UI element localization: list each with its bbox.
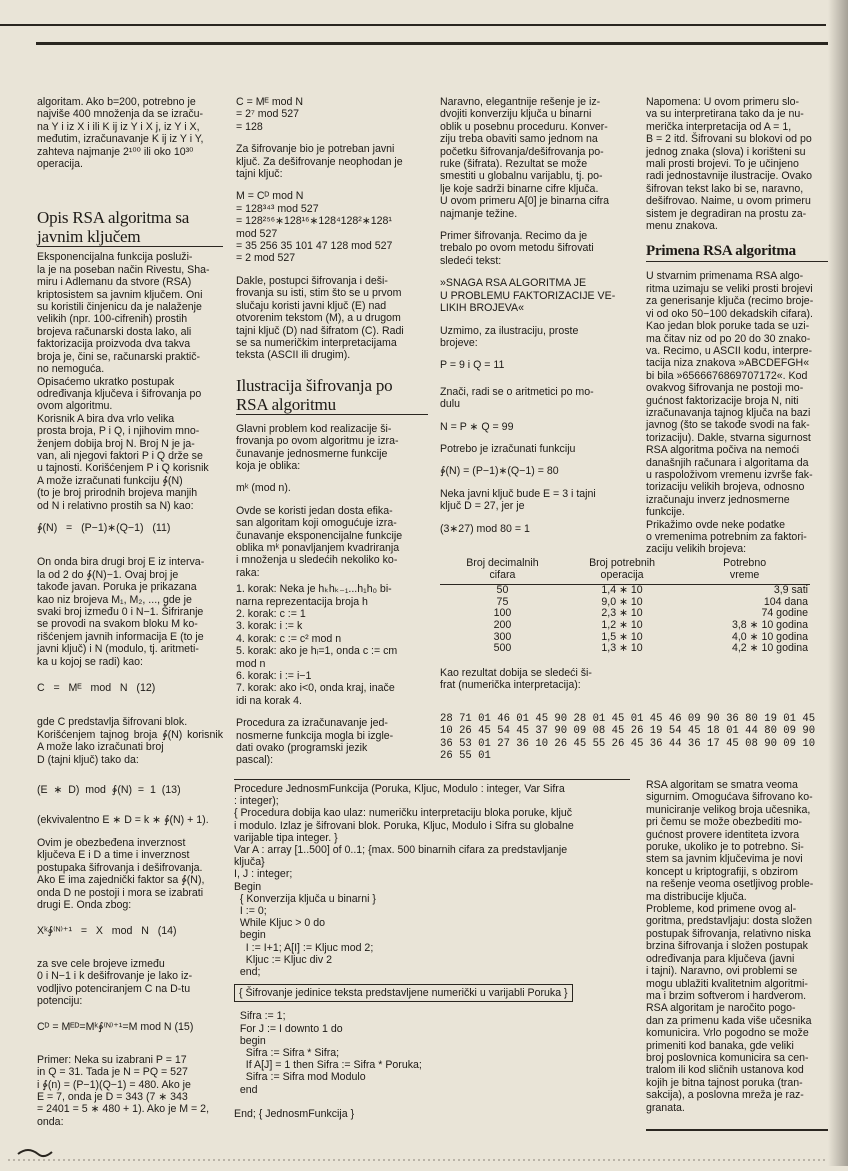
- col3-paragraph-1: Naravno, elegantnije rešenje je iz- dvojiti konverziju ključa u binarni oblik u posebnu proceduru. Konver- ziju treba obaviti samo jednom na početku šifrovanja/dešifrovanja po- ruke (šifrata). Rezultat se može smestiti u globalnu varijablu, tj. po- lje koje sadrži binarne cifre ključa. U ovom primeru A[0] je binarna cifra najmanje težine.: [440, 96, 609, 220]
- table-cell: 4,0 ∗ 10 godina: [731, 630, 808, 643]
- column-2: [236, 96, 428, 767]
- table-cell: 50: [496, 584, 509, 597]
- equation-15: Cᴰ = Mᴱᴰ=Mᵏ∲⁽ᴺ⁾⁺¹=M mod N (15): [37, 1021, 194, 1034]
- col1-paragraph-9: Primer: Neka su izabrani P = 17 in Q = 31. Tada je N = PQ = 527 i ∲(n) = (P−1)(Q−1) = 480. Ako je E = 7, onda je D = 343 (7 ∗ 343 = 2401 = 5 ∗ 480 + 1). Ako je M = 2, onda:: [37, 1053, 210, 1128]
- col1-paragraph-7: Ovim je obezbeđena inverznost ključeva E i D a time i inverznost postupaka šifrovanja i dešifrovanja. Ako E ima zajednički faktor sa ∲(N), onda D ne postoji i mora se izabrati drugi E. Onda zbog:: [37, 836, 205, 911]
- section-heading-primena: Primena RSA algoritma: [646, 243, 796, 260]
- col2-paragraph-5: Procedura za izračunavanje jed- nosmerne funkcija mogla bi izgle- dati ovako (programski jezik pascal):: [236, 717, 394, 767]
- heading-underline: [236, 414, 428, 415]
- table-cell: 4,2 ∗ 10 godina: [731, 642, 808, 655]
- footer-strip: [8, 1140, 828, 1166]
- col2-paragraph-4: Ovde se koristi jedan dosta efika- san algoritam koji omogućuje izra- čunavanje eksponencijalne funkcije oblika mᵏ ponavljanjem kvadriranja i množenja u sledećih nekoliko ko- raka:: [236, 504, 403, 579]
- code-comment: { Šifrovanje jedinice teksta predstavljene numerički u varijabli Poruka }: [239, 987, 568, 1000]
- col3-paragraph-6: Neka javni ključ bude E = 3 i tajni ključ D = 27, jer je: [440, 487, 596, 513]
- code-header: Procedure JednosmFunkcija (Poruka, Kljuc, Modulo : integer, Var Sifra : integer); { Procedura dobija kao ulaz: numeričku interpretaciju bloka poruke, ključ i modulo. Izlaz je šifrovani blok. Poruka, Kljuc, Modulo i Sifra su globalne varijable tipa integer. } Var A : array [1..500] of 0..1; {max. 500 binarnih cifara za predstavljanje ključa} I, J : integer; Begin { Konverzija ključa u binarni } I := 0; While Kljuc > 0 do begin I := I+1; A[I] := Kljuc mod 2; Kljuc := Kljuc div 2 end;: [234, 783, 574, 979]
- table-row: [440, 585, 810, 597]
- table-row: [440, 643, 810, 655]
- col1-intro: algoritam. Ako b=200, potrebno je najviše 400 množenja da se izraču- na Y i iz X i ili K ij iz Y i X j, iz Y i X, međutim, izračunavanje K ij iz Y i Y, zahteva najmanje 2¹⁰⁰ ili oko 10³⁰ operacija.: [37, 96, 204, 171]
- column-3: [440, 96, 630, 535]
- col4-paragraph-5: Probleme, kod primene ovog al- goritma, predstavljaju: dosta složen postupak šifrovanja, relativno niska brzina šifrovanja i složen postupak određivanja para ključeva (javni i tajni). Naravno, ovi problemi se mogu ublažiti kvalitetnim algoritmi- ma i brzim softverom i hardverom.: [646, 903, 813, 1002]
- column-1: [37, 96, 223, 1128]
- col4-paragraph-4: RSA algoritam se smatra veoma sigurnim. Omogućava šifrovano ko- municiranje velikog broja učesnika, pri čemu se može obezbediti mo- gućnost provere identiteta izvora poruke, ukoliko je to potrebno. Si- stem sa javnim ključevima je novi koncept u kriptografiji, s obzirom na rešenje veoma osetljivog proble- ma distribucije ključa.: [646, 779, 814, 903]
- table-cell: 1,2 ∗ 10: [601, 618, 643, 631]
- table-cell: 9,0 ∗ 10: [601, 595, 643, 608]
- bottom-rule: [646, 1129, 828, 1131]
- col1-paragraph-6: (ekvivalentno E ∗ D = k ∗ ∲(N) + 1).: [37, 814, 209, 827]
- numeric-ciphertext: 28 71 01 46 01 45 90 28 01 45 01 45 46 09 90 36 80 19 01 45 10 26 45 54 45 37 90 09 08 45 26 19 54 45 18 01 44 80 09 90 36 53 01 27 36 10 26 45 55 26 45 36 44 36 17 45 08 90 09 10 26 55 01: [440, 713, 816, 763]
- col2-paragraph-1: Za šifrovanje bio je potreban javni ključ. Za dešifrovanje neophodan je tajni ključ:: [236, 143, 403, 181]
- factorization-table: [440, 558, 810, 655]
- col2-calc-2: M = Cᴰ mod N = 128³⁴³ mod 527 = 128²⁵⁶∗128¹⁶∗128⁴128²∗128¹ mod 527 = 35 256 35 101 47 128 mod 527 = 2 mod 527: [236, 190, 393, 265]
- table-cell: 200: [493, 618, 512, 631]
- table-cell: 2,3 ∗ 10: [601, 607, 643, 620]
- col2-paragraph-2: Dakle, postupci šifrovanja i deši- frovanja su isti, stim što se u prvom slučaju koristi javni ključ (E) nad otvorenim tekstom (M), a u drugom tajni ključ (D) nad šifratom (C). Radi se sa numeričkim interpretacijama teksta (ASCII ili drugim).: [236, 274, 404, 362]
- col2-paragraph-3: Glavni problem kod realizacije ši- frovanja po ovom algoritmu je izra- čunavanje jednosmerne funkcije koja je oblika:: [236, 422, 399, 472]
- col4-paragraph-2: U stvarnim primenama RSA algo- ritma uzimaju se veliki prosti brojevi za generisanje ključa (recimo broje- vi od oko 50−100 dekadskih cifara). Kao jedan blok poruke tada se uzi- ma čitav niz od po 20 do 30 znako- va. Recimo, u ASCII kodu, interpre- tacija niza znakova »ABCDEFGH« bi bila »6566676869707172«. Kod ovakvog šifrovanja ne postoji mo- gućnost faktorizacije broja N, niti izračunavanja tajnog ključa na bazi javnog (što se takođe svodi na fak- torizaciju). Dakle, stvarna sigurnost RSA algoritma počiva na nemoći današnjih računara i algoritama da u raspoloživom vremenu izvrše fak- torizaciju velikih brojeva, odnosno izračunaju inverz jednosmerne funkcije.: [646, 270, 814, 519]
- table-cell: 104 dana: [763, 595, 808, 608]
- table-cell: 1,5 ∗ 10: [601, 630, 643, 643]
- section-heading-opis-rsa: Opis RSA algoritma sa javnim ključem: [37, 208, 190, 247]
- table-cell: 3,9 sati: [773, 584, 808, 597]
- col3-paragraph-3: Uzmimo, za ilustraciju, proste brojeve:: [440, 324, 579, 349]
- column-4: [646, 96, 828, 556]
- col3-quote: »SNAGA RSA ALGORITMA JE U PROBLEMU FAKTORIZACIJE VE- LIKIH BROJEVA«: [440, 277, 616, 315]
- page-edge-shadow: [828, 0, 848, 1166]
- equation-12: C = Mᴱ mod N (12): [37, 682, 156, 695]
- col4-paragraph-3: Prikažimo ovde neke podatke o vremenima potrebnim za faktori- zaciju velikih brojeva:: [646, 518, 807, 556]
- table-row: [440, 620, 810, 632]
- column-4-lower: [646, 779, 828, 1114]
- col3-npq: N = P ∗ Q = 99: [440, 420, 514, 433]
- table-header-2: Potrebno vreme: [679, 558, 810, 585]
- col1-paragraph-3: Korisnik A bira dva vrlo velika prosta broja, P i Q, i njihovim mno- ženjem dobija broj N. Broj N je ja- van, ali njegovi faktori P i Q drže se u tajnosti. Korišćenjem P i Q korisnik A može izračunati funkciju ∲(N) (to je broj prirodnih brojeva manjih od N i relativno prostih sa N) kao:: [37, 412, 209, 512]
- col4-paragraph-6: RSA algoritam je naročito pogo- dan za primenu kada više učesnika komunicira. Vrlo pogodno se može primeniti kod banaka, gde veliki broj poslovnica komunicira sa cen- tralom ili kod sličnih ustanova kod kojih je bitna tajnost poruka (tran- sakcija), a poslovna mreža je raz- granata.: [646, 1002, 812, 1114]
- table-header-0: Broj decimalnih cifara: [440, 558, 565, 585]
- factorization-table-wrap: [440, 558, 810, 692]
- code-comment-box: [234, 984, 573, 1002]
- col1-paragraph-5: gde C predstavlja šifrovani blok. Korišćenjem tajnog broja ∲(N) korisnik A može lako izračunati broj D (tajni ključ) tako da:: [37, 716, 223, 766]
- top-rule-thin: [0, 24, 826, 26]
- col1-paragraph-4: On onda bira drugi broj E iz interva- la od 2 do ∲(N)−1. Ovaj broj je takođe javan. Poruka je prikazana kao niz brojeva M₁, M₂, ..., gde je svaki broj između 0 i N−1. Šifriranje se provodi na svakom bloku M ko- rišćenjem javnih informacija E (to je javni ključ) i N (modulo, tj. aritmeti- ka u kojoj se radi) kao:: [37, 556, 205, 668]
- col2-algorithm-steps: 1. korak: Neka je hₖhₖ₋₁...h₁h₀ bi- narna reprezentacija broja h 2. korak: c := 1 3. korak: i := k 4. korak: c := c² mod n 5. korak: ako je hᵢ=1, onda c := cm mod n 6. korak: i := i−1 7. korak: ako i<0, onda kraj, inače idi na korak 4.: [236, 583, 398, 707]
- table-cell: 300: [493, 630, 512, 643]
- table-cell: 1,3 ∗ 10: [601, 642, 643, 655]
- col2-calc-1: C = Mᴱ mod N = 2⁷ mod 527 = 128: [236, 96, 304, 133]
- col3-check: (3∗27) mod 80 = 1: [440, 522, 530, 535]
- footer-logo-mark: [8, 1140, 828, 1166]
- heading-underline: [37, 246, 223, 247]
- col4-paragraph-1: Napomena: U ovom primeru slo- va su interpretirana tako da je nu- merička interpretacija od A = 1, B = 2 itd. Šifrovani su blokovi od po jednog znaka (slova) i korišteni su mali prosti brojevi. To je učinjeno radi jednostavnije ilustracije. Ovako šifrovan tekst lako bi se, naravno, dešifrovao. Naime, u ovom primeru sistem je degradiran na prostu za- menu znakova.: [646, 96, 813, 233]
- col3-phi: ∲(N) = (P−1)∗(Q−1) = 80: [440, 465, 559, 478]
- col2-formula: mᵏ (mod n).: [236, 482, 291, 495]
- col1-paragraph-2: Opisaćemo ukratko postupak određivanja ključeva i šifrovanja po ovom algoritmu.: [37, 375, 202, 413]
- table-cell: 74 godine: [761, 607, 808, 620]
- section-heading-ilustracija: Ilustracija šifrovanja po RSA algoritmu: [236, 375, 393, 414]
- table-cell: 100: [493, 607, 512, 620]
- col3-paragraph-2: Primer šifrovanja. Recimo da je trebalo po ovom metodu šifrovati sledeći tekst:: [440, 230, 594, 267]
- col3-pq: P = 9 i Q = 11: [440, 359, 505, 372]
- equation-11: ∲(N) = (P−1)∗(Q−1) (11): [37, 521, 171, 534]
- pascal-code-block: [234, 779, 630, 1120]
- col3-paragraph-4: Znači, radi se o aritmetici po mo- dulu: [440, 385, 594, 411]
- equation-14: Xᵏ∲⁽ᴺ⁾⁺¹ = X mod N (14): [37, 925, 177, 938]
- table-cell: 75: [496, 595, 509, 608]
- table-cell: 1,4 ∗ 10: [601, 584, 643, 597]
- table-cell: 500: [493, 642, 512, 655]
- col1-paragraph-1: Eksponencijalna funkcija posluži- la je na poseban način Rivestu, Sha- miru i Adlemanu da stvore (RSA) kriptosistem sa javnim ključem. Oni su koristili činjenicu da je nalaženje velikih (npr. 100-cifrenih) prostih brojeva računarski dosta lako, ali faktorizacija proizvoda dva takva broja je, čini se, računarski praktič- no nemoguća.: [37, 251, 210, 376]
- table-header-1: Broj potrebnih operacija: [565, 558, 679, 585]
- equation-13: (E ∗ D) mod ∲(N) = 1 (13): [37, 784, 181, 797]
- col3-paragraph-5: Potrebo je izračunati funkciju: [440, 442, 576, 455]
- col3-paragraph-7: Kao rezultat dobija se sledeći ši- frat (numerička interpretacija):: [440, 666, 592, 692]
- top-rule-thick: [36, 42, 828, 45]
- code-body: Sifra := 1; For J := I downto 1 do begin Sifra := Sifra * Sifra; If A[J] = 1 then Sifra := Sifra * Poruka; Sifra := Sifra mod Modulo end End; { JednosmFunkcija }: [234, 1010, 422, 1121]
- table-cell: 3,8 ∗ 10 godina: [731, 618, 808, 631]
- heading-underline: [646, 261, 828, 262]
- col1-paragraph-8: za sve cele brojeve između 0 i N−1 i k dešifrovanje je lako iz- vodljivo potenciranjem C na D-tu potenciju:: [37, 957, 193, 1007]
